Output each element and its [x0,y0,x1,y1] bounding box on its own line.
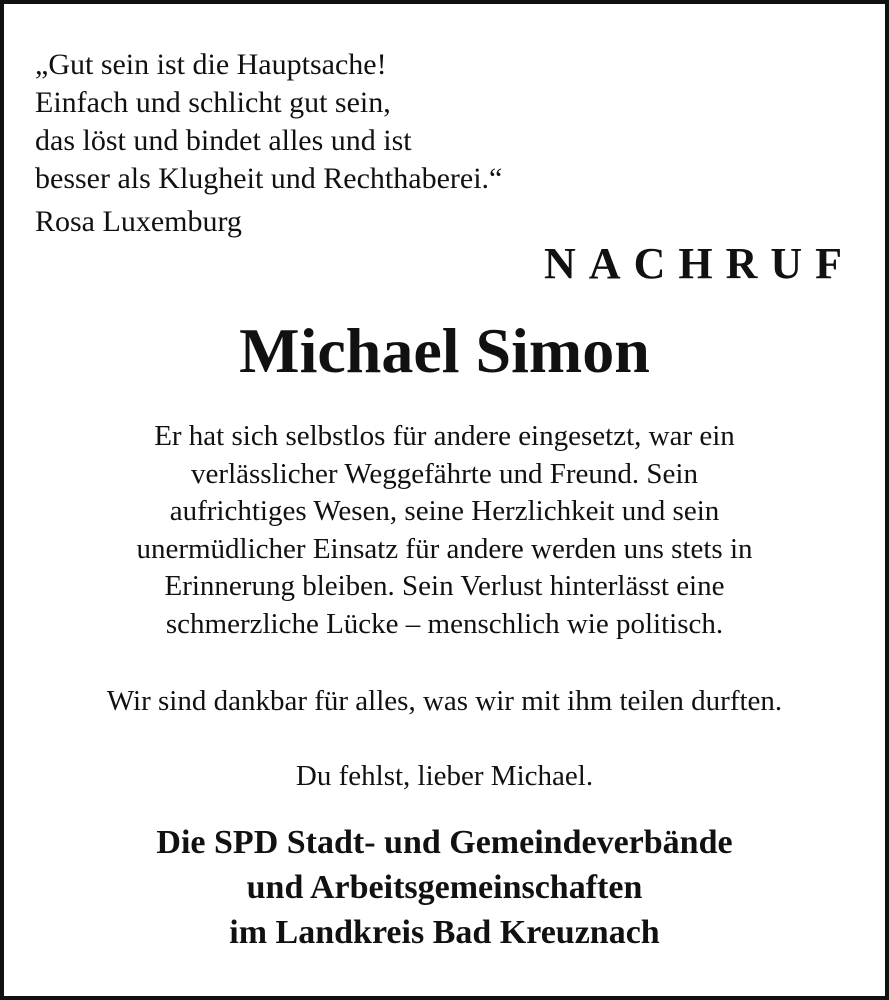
deceased-name: Michael Simon [239,315,650,386]
signatory-block [4,820,885,955]
tribute-line: Er hat sich selbstlos für andere eingesetzt, war ein [154,420,735,452]
gratitude-line: Wir sind dankbar für alles, was wir mit ihm teilen durften. [106,685,783,717]
quote-line: besser als Klugheit und Rechthaberei.“ [35,162,503,195]
signatory-line: und Arbeitsgemeinschaften [246,869,643,906]
notice-heading: NACHRUF [544,239,855,288]
signatory-line: Die SPD Stadt- und Gemeindeverbände [156,824,733,861]
quote-line: Einfach und schlicht gut sein, [35,86,391,119]
quote-line: das löst und bindet alles und ist [35,124,412,157]
tribute-line: Erinnerung bleiben. Sein Verlust hinterlässt eine [164,570,725,603]
tribute-paragraph [4,418,885,644]
signatory-line: im Landkreis Bad Kreuznach [229,914,660,951]
tribute-line: unermüdlicher Einsatz für andere werden uns stets in [136,532,753,565]
epigraph-quote [35,46,502,198]
quote-author: Rosa Luxemburg [35,205,242,238]
tribute-line: verlässlicher Weggefährte und Freund. Sein [191,457,698,490]
quote-line: „Gut sein ist die Hauptsache! [35,48,387,81]
tribute-line: aufrichtiges Wesen, seine Herzlichkeit und sein [169,495,720,528]
tribute-line: schmerzliche Lücke – menschlich wie politisch. [165,607,724,640]
farewell-line: Du fehlst, lieber Michael. [295,760,594,792]
